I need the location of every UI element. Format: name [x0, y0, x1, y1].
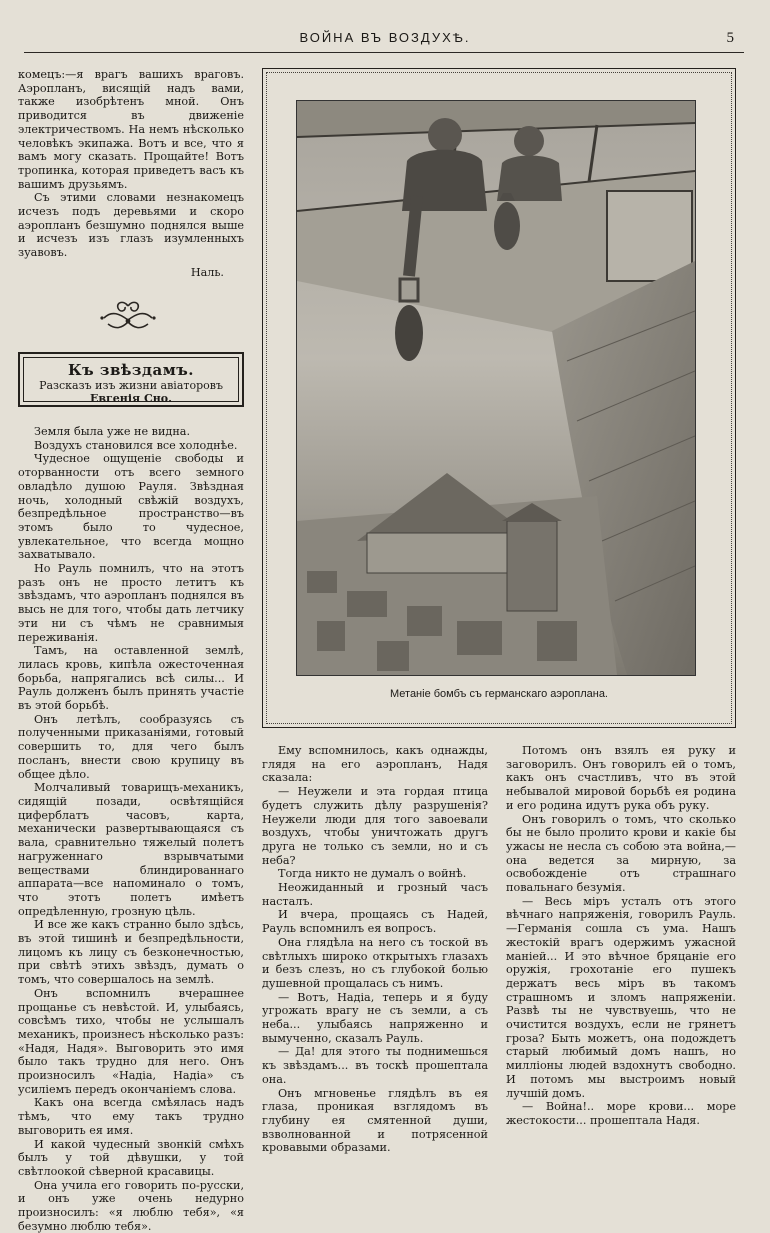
- story-paragraph: Чудесное ощущеніе свободы и оторванности отъ всего земного овладѣло душою Рауля. Звѣздная ночь, холодный свѣжій воздухъ, безпредѣльное пространство—въ этомъ было то чудесное, увлекательное, что всегда мощно захватывало.: [18, 452, 244, 562]
- text-column-1: [18, 425, 244, 1233]
- story-paragraph: комецъ:—я врагъ вашихъ враговъ. Аэропланъ, висящій надъ вами, также изобрѣтенъ мной. Онъ приводится въ движеніе электричествомъ. На немъ нѣсколько человѣкъ экипажа. Вотъ и все, что я вамъ могу сказать. Прощайте! Вотъ тропинка, которая приведетъ васъ къ вашимъ друзьямъ.: [18, 68, 244, 191]
- story-paragraph: — Война!.. море крови... море жестокости... прошептала Надя.: [506, 1100, 736, 1127]
- running-header: ВОЙНА ВЪ ВОЗДУХѢ.: [299, 30, 471, 45]
- story-title-box: [18, 352, 244, 407]
- story-paragraph: Но Рауль помнилъ, что на этотъ разъ онъ не просто летитъ къ звѣздамъ, что аэропланъ поднялся въ высь не для того, чтобы дать летчику эти ни съ чѣмъ не сравнимыя переживанія.: [18, 562, 244, 644]
- bombing-aeroplane-illustration: [296, 100, 696, 676]
- story-paragraph: Она глядѣла на него съ тоской въ свѣтлыхъ широко открытыхъ глазахъ и безъ слезъ, но съ глубокой болью душевной прощалась съ нимъ.: [262, 935, 488, 990]
- story-paragraph: — Неужели и эта гордая птица будетъ служить дѣлу разрушенія? Неужели люди для того завоевали воздухъ, чтобы уничтожать другъ друга не только съ земли, но и съ неба?: [262, 785, 488, 867]
- story-paragraph: — Да! для этого ты поднимешься къ звѣздамъ... въ тоскѣ прошептала она.: [262, 1045, 488, 1086]
- story-paragraph: Съ этими словами незнакомецъ исчезъ подъ деревьями и скоро аэропланъ безшумно поднялся выше и исчезъ изъ глазъ изумленныхъ зуавовъ.: [18, 191, 244, 260]
- story-paragraph: Молчаливый товарищъ-механикъ, сидящій позади, освѣтящійся циферблатъ часовъ, карта, механически развертывающаяся съ вала, сравнительно тяжелый полетъ нагруженнаго взрывчатыми веществами блиндированнаго аппарата—все напоминало о томъ, что этотъ полетъ имѣетъ опредѣленную, грозную цѣль.: [18, 781, 244, 918]
- story-paragraph: Онъ мгновенье глядѣлъ въ ея глаза, проникая взглядомъ въ глубину ея смятенной души, взволнованной и потрясенной кровавыми образами.: [262, 1086, 488, 1155]
- text-column-2: [262, 744, 488, 1155]
- story-paragraph: Она учила его говорить по-русски, и онъ уже очень недурно произносилъ: «я люблю тебя», «я безумно люблю тебя».: [18, 1178, 244, 1233]
- story-title: Къ звѣздамъ.: [68, 361, 194, 379]
- story-paragraph: Какъ она всегда смѣялась надъ тѣмъ, что ему такъ трудно выговорить ея имя.: [18, 1096, 244, 1137]
- story-paragraph: — Вотъ, Надіа, теперь и я буду угрожать врагу не съ земли, а съ неба... улыбаясь напряженно и вымученно, сказалъ Рауль.: [262, 990, 488, 1045]
- story-paragraph: И какой чудесный звонкій смѣхъ былъ у той дѣвушки, у той свѣтлоокой сѣверной красавицы.: [18, 1137, 244, 1178]
- story-paragraph: Потомъ онъ взялъ ея руку и заговорилъ. Онъ говорилъ ей о томъ, какъ онъ счастливъ, что въ этой небывалой мировой борьбѣ ея родина и его родина идутъ рука объ руку.: [506, 744, 736, 812]
- author-signature: Наль.: [190, 265, 224, 279]
- story-paragraph: Неожиданный и грозный часъ насталъ.: [262, 881, 488, 908]
- story-paragraph: Тамъ, на оставленной землѣ, лилась кровь, кипѣла ожесточенная борьба, напрягались всѣ силы... И Рауль долженъ былъ принять участіе въ этой борьбѣ.: [18, 644, 244, 713]
- story-paragraph: Земля была уже не видна.: [34, 425, 190, 438]
- story-paragraph: Онъ вспомнилъ вчерашнее прощанье съ невѣстой. И, улыбаясь, совсѣмъ тихо, чтобы не услышалъ механикъ, произнесъ нѣсколько разъ: «Надя, Надя». Выговорить это имя было такъ трудно для него. Онъ произносилъ «Надіа, Надіа» съ усиліемъ передъ окончаніемъ слова.: [18, 986, 244, 1096]
- story-paragraph: — Весь міръ усталъ отъ этого вѣчнаго напряженія, говорилъ Рауль.—Германія сошла съ ума. Нашъ жестокій врагъ одержимъ ужасной маніей... И это вѣчное бряцаніе его оружія, грохотаніе его пушекъ держатъ весь міръ въ такомъ страшномъ и зломъ напряженіи. Развѣ ты не чувствуешь, что не очистится воздухъ, если не грянетъ гроза? Быть можетъ, она подождетъ старый любимый домъ нашъ, но милліоны людей вздохнутъ свободно. И потомъ мы выстроимъ новый лучшій домъ.: [506, 894, 736, 1100]
- story-paragraph: И вчера, прощаясь съ Надей, Рауль вспомнилъ ея вопросъ.: [262, 908, 488, 936]
- story-paragraph: Ему вспомнилось, какъ однажды, глядя на его аэропланъ, Надя сказала:: [262, 744, 488, 785]
- story-paragraph: Онъ летѣлъ, сообразуясь съ полученными приказаніями, готовый совершить то, для чего былъ посланъ, внести свою крупицу въ общее дѣло.: [18, 712, 244, 781]
- story-paragraph: И все же какъ странно было здѣсь, въ этой тишинѣ и безпредѣльности, лицомъ къ лицу съ безконечностью, при свѣтѣ этихъ звѣздъ, думать о томъ, что совершалось на землѣ.: [18, 918, 244, 987]
- header-rule: [24, 52, 744, 53]
- illustration-caption: Метаніе бомбъ съ германскаго аэроплана.: [389, 688, 608, 700]
- story-paragraph: Тогда никто не думалъ о войнѣ.: [278, 867, 467, 881]
- text-column-3: [506, 744, 736, 1128]
- story-paragraph: Воздухъ становился все холоднѣе.: [34, 438, 238, 452]
- page-number: 5: [726, 30, 734, 46]
- ornament-icon: [98, 298, 158, 334]
- story-author: Евгенія Сно.: [90, 392, 172, 405]
- story-subtitle: Разсказъ изъ жизни авіаторовъ: [39, 379, 223, 392]
- story-paragraph: Онъ говорилъ о томъ, что сколько бы не было пролито крови и какіе бы ужасы не несла съ собою эта война,—она ведется за мирную, за освобожденіе отъ страшнаго повальнаго безумія.: [506, 812, 736, 895]
- previous-story-ending: [18, 68, 244, 280]
